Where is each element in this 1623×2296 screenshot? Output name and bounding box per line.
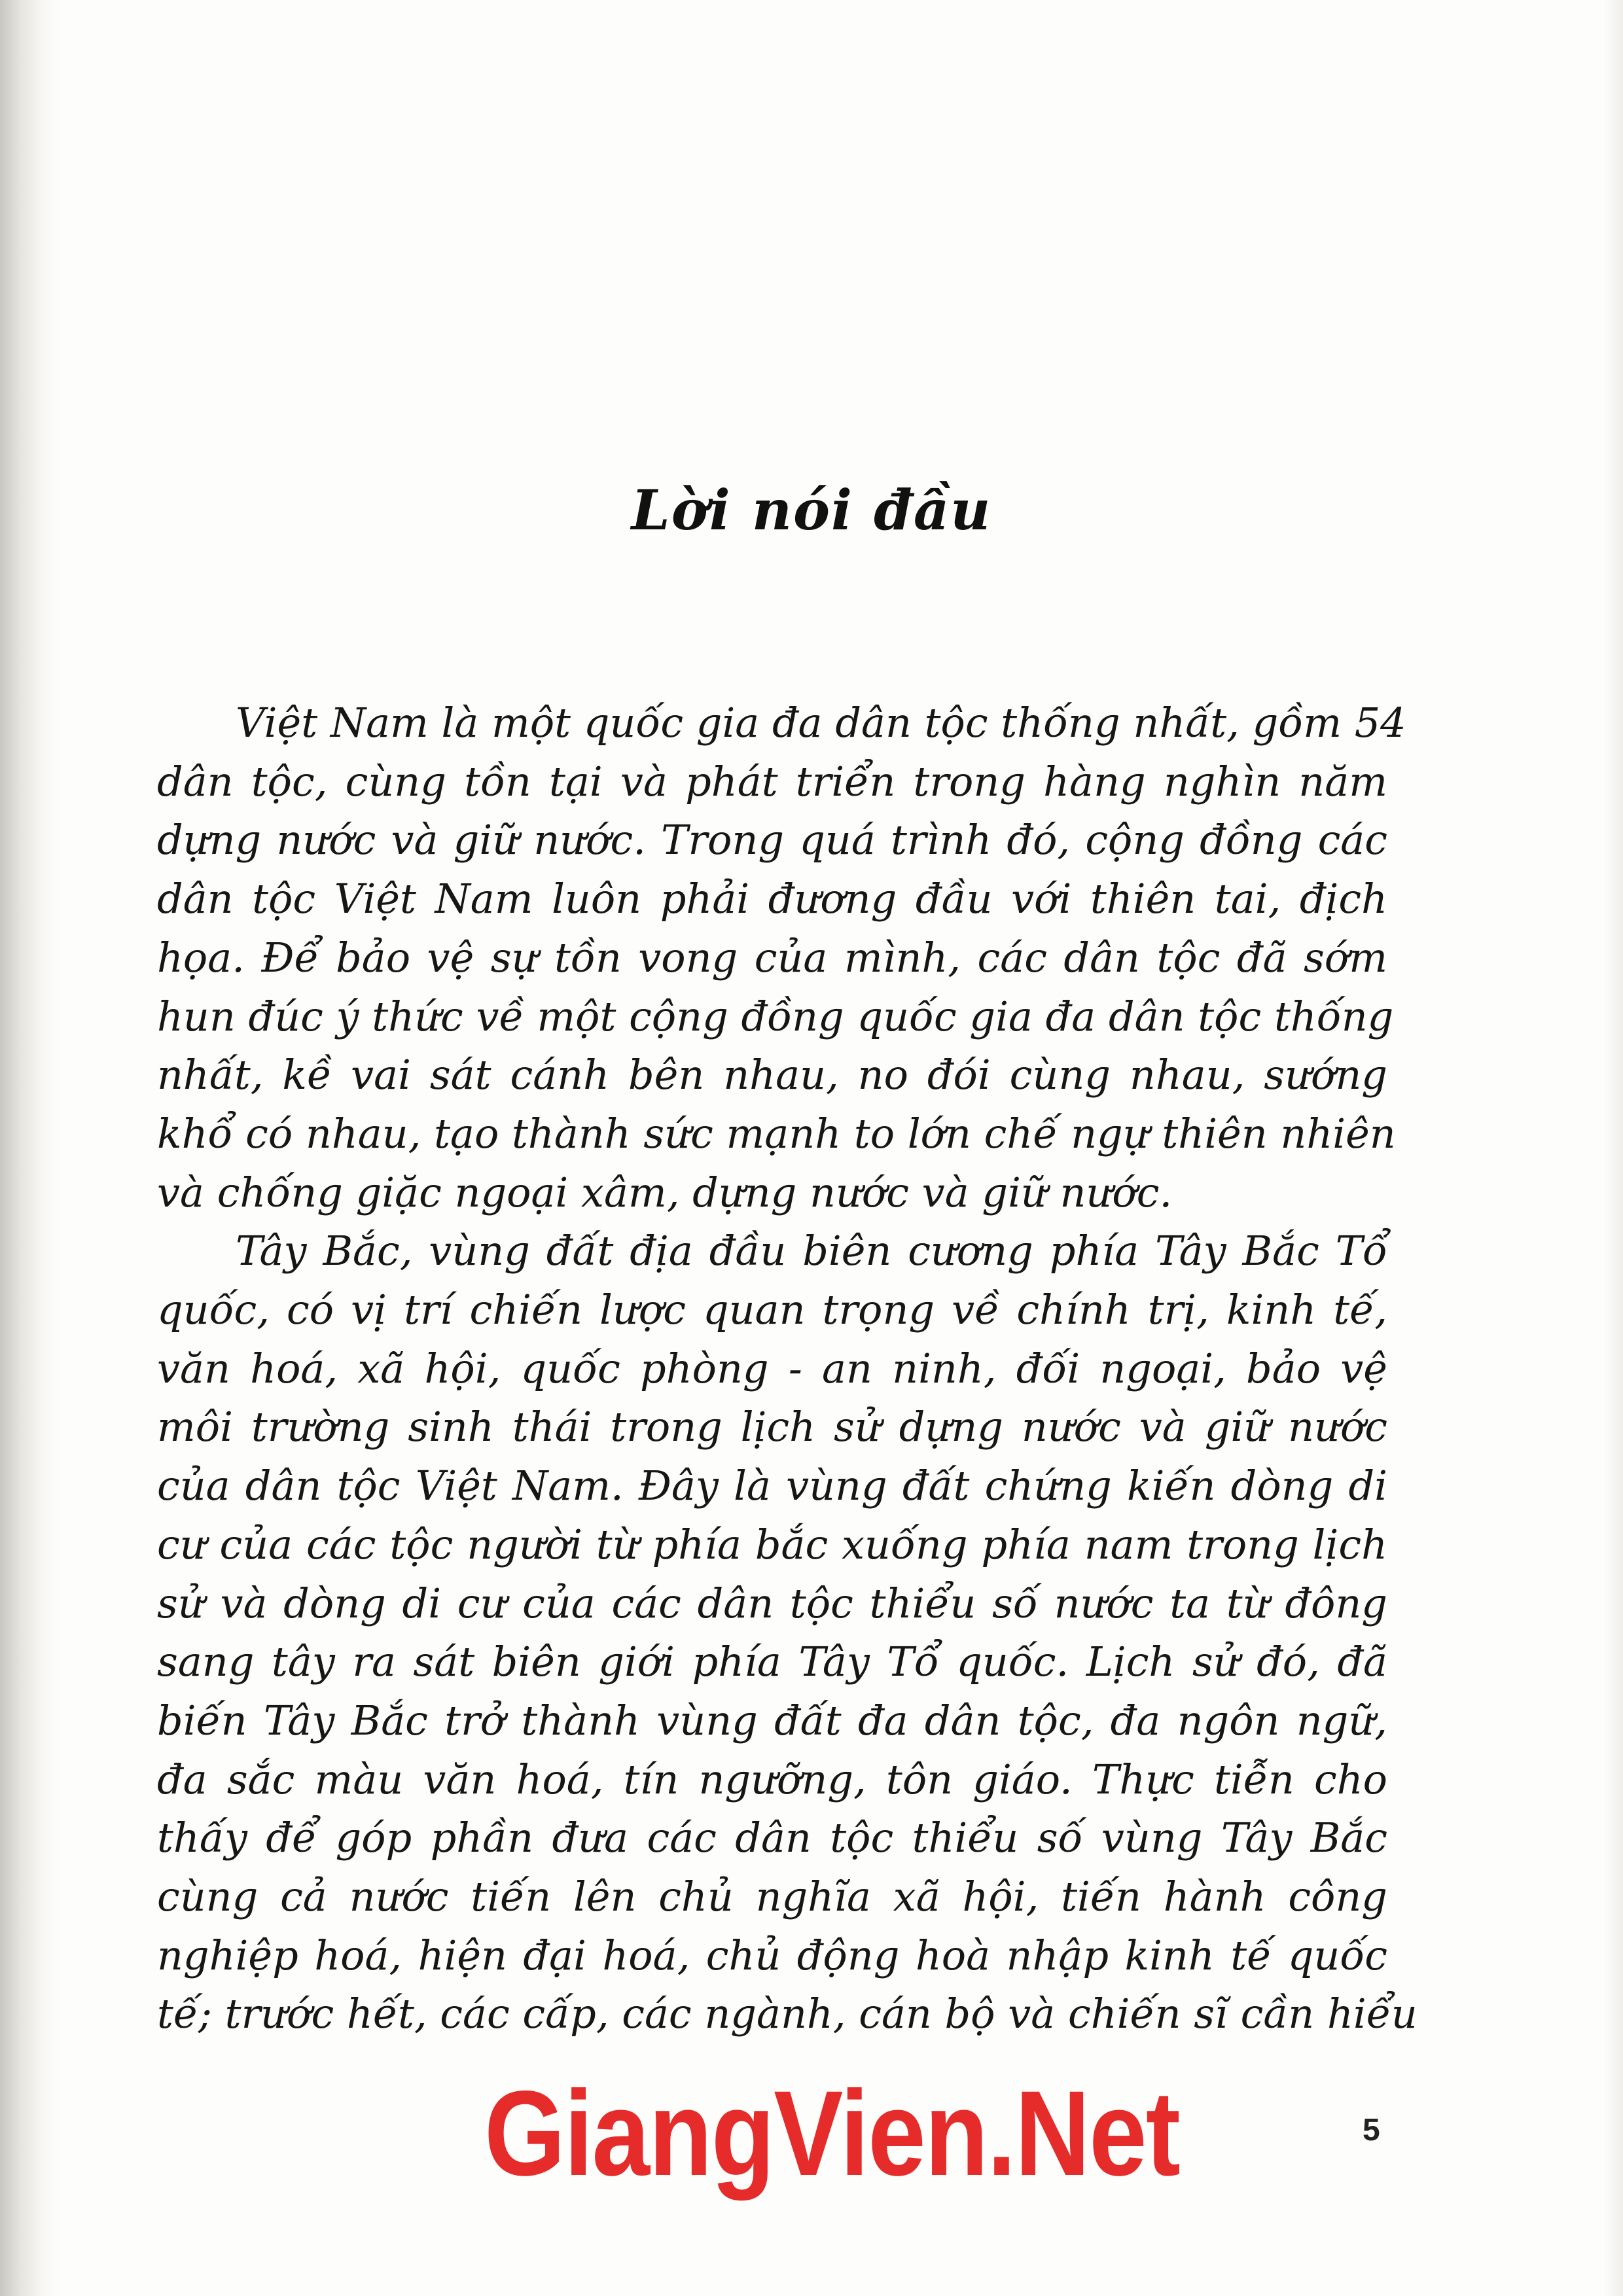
text-line: Tây Bắc, vùng đất địa đầu biên cương phía Tây Bắc Tổ <box>236 1227 1387 1275</box>
text-line: quốc, có vị trí chiến lược quan trọng về chính trị, kinh tế, <box>157 1286 1387 1334</box>
text-line: môi trường sinh thái trong lịch sử dựng nước và giữ nước <box>157 1403 1387 1451</box>
page-number: 5 <box>1363 2113 1380 2147</box>
text-line: tế; trước hết, các cấp, các ngành, cán bộ và chiến sĩ cần hiểu <box>157 1990 1418 2038</box>
text-line: khổ có nhau, tạo thành sức mạnh to lớn chế ngự thiên nhiên <box>157 1109 1396 1157</box>
text-line: và chống giặc ngoại xâm, dựng nước và giữ nước. <box>157 1168 1173 1216</box>
text-line: đa sắc màu văn hoá, tín ngưỡng, tôn giáo. Thực tiễn cho <box>157 1755 1387 1803</box>
page-edge-shadow <box>1603 0 1623 2296</box>
text-line: Việt Nam là một quốc gia đa dân tộc thống nhất, gồm 54 <box>236 699 1406 747</box>
text-line: của dân tộc Việt Nam. Đây là vùng đất chứng kiến dòng di <box>157 1462 1387 1510</box>
text-line: sử và dòng di cư của các dân tộc thiểu số nước ta từ đông <box>157 1579 1387 1627</box>
text-line: cùng cả nước tiến lên chủ nghĩa xã hội, tiến hành công <box>157 1873 1387 1921</box>
text-line: cư của các tộc người từ phía bắc xuống phía nam trong lịch <box>157 1520 1387 1568</box>
text-line: dân tộc Việt Nam luôn phải đương đầu với thiên tai, địch <box>157 875 1387 923</box>
page-title: Lời nói đầu <box>631 478 992 542</box>
text-line: văn hoá, xã hội, quốc phòng - an ninh, đối ngoại, bảo vệ <box>157 1344 1387 1392</box>
text-line: nhất, kề vai sát cánh bên nhau, no đói cùng nhau, sướng <box>157 1051 1387 1099</box>
text-line: dựng nước và giữ nước. Trong quá trình đó, cộng đồng các <box>157 816 1387 864</box>
text-line: sang tây ra sát biên giới phía Tây Tổ quốc. Lịch sử đó, đã <box>157 1638 1387 1686</box>
paragraph-2 <box>157 1222 1418 2043</box>
text-line: biến Tây Bắc trở thành vùng đất đa dân tộc, đa ngôn ngữ, <box>157 1696 1387 1744</box>
text-line: nghiệp hoá, hiện đại hoá, chủ động hoà nhập kinh tế quốc <box>157 1931 1387 1979</box>
text-line: hun đúc ý thức về một cộng đồng quốc gia đa dân tộc thống <box>157 992 1394 1040</box>
text-line: thấy để góp phần đưa các dân tộc thiểu số vùng Tây Bắc <box>157 1814 1387 1862</box>
paragraph-1 <box>157 694 1406 1222</box>
text-line: họa. Để bảo vệ sự tồn vong của mình, các dân tộc đã sớm <box>157 933 1387 981</box>
watermark-logo: GiangVien.Net <box>484 2066 1180 2201</box>
text-line: dân tộc, cùng tồn tại và phát triển trong hàng nghìn năm <box>157 757 1387 805</box>
spine-shadow <box>0 0 59 2296</box>
body-text <box>157 694 1418 2043</box>
